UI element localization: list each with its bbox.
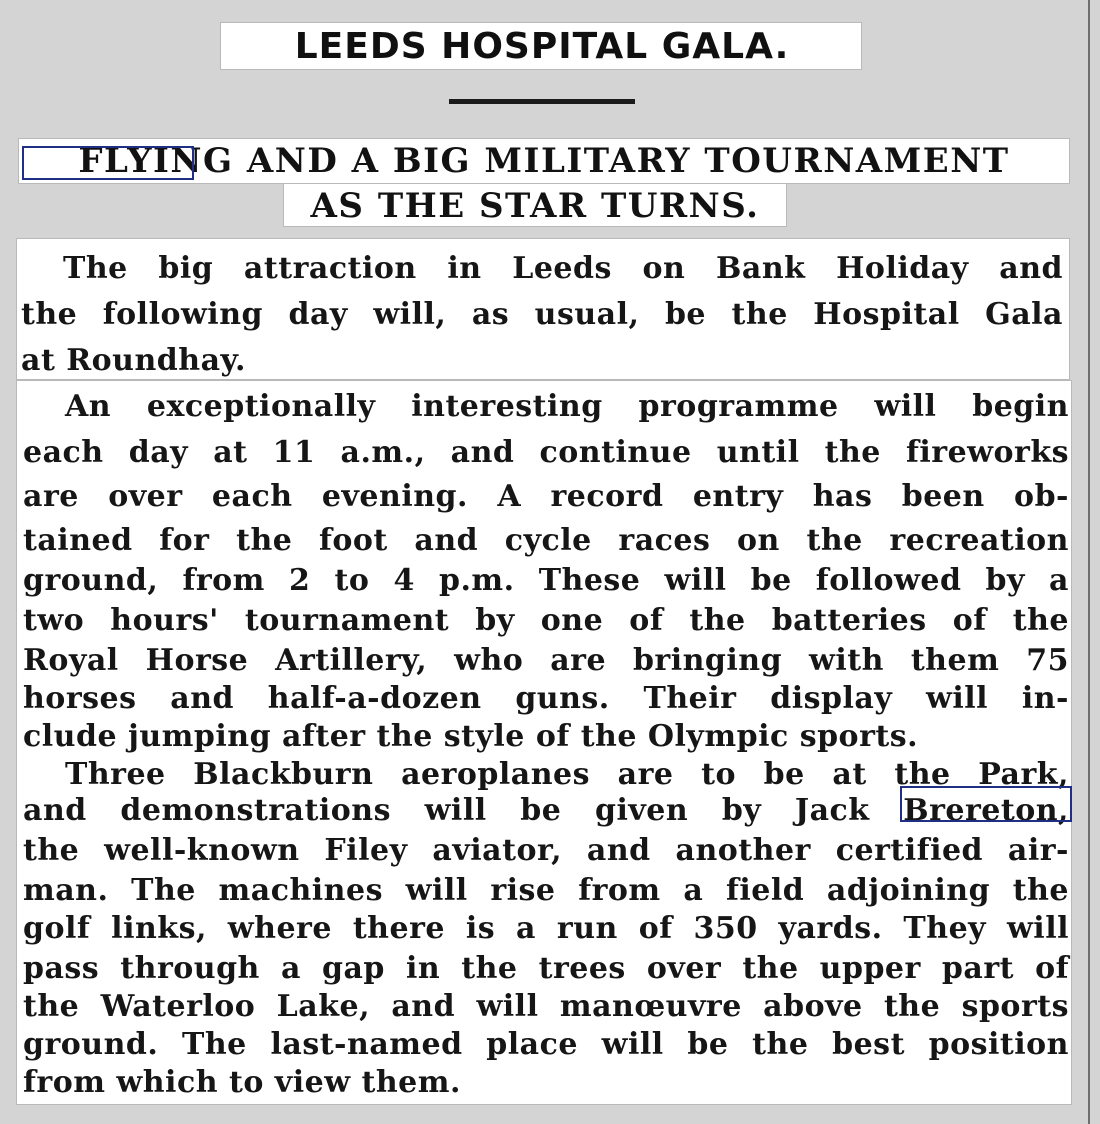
text-line: Royal Horse Artillery, who are bringing with them 75 xyxy=(23,643,1069,678)
headline: LEEDS HOSPITAL GALA. xyxy=(294,26,790,67)
text-line: An exceptionally interesting programme will begin xyxy=(65,389,1069,424)
text-line: and demonstrations will be given by Jack Brereton, xyxy=(23,793,1069,828)
subheadline-line-2: AS THE STAR TURNS. xyxy=(310,186,760,226)
text-line: pass through a gap in the trees over the upper part of xyxy=(23,951,1069,986)
text-line: horses and half-a-dozen guns. Their display will in- xyxy=(23,681,1069,716)
text-line: from which to view them. xyxy=(23,1065,461,1100)
headline-panel xyxy=(220,22,862,70)
text-line: at Roundhay. xyxy=(21,343,246,378)
text-line: golf links, where there is a run of 350 yards. They will xyxy=(23,911,1069,946)
text-line: Three Blackburn aeroplanes are to be at the Park, xyxy=(65,757,1069,792)
subheadline-panel-2 xyxy=(283,183,787,227)
paragraph-panel-1 xyxy=(16,238,1070,380)
text-line: two hours' tournament by one of the batteries of the xyxy=(23,603,1069,638)
text-line: ground, from 2 to 4 p.m. These will be followed by a xyxy=(23,563,1069,598)
text-line: clude jumping after the style of the Olympic sports. xyxy=(23,719,919,754)
search-highlight-flying xyxy=(22,146,194,180)
subheadline-line-1: FLYING AND A BIG MILITARY TOURNAMENT xyxy=(78,141,1010,181)
paragraph-panel-2 xyxy=(16,380,1072,1105)
text-line: man. The machines will rise from a field adjoining the xyxy=(23,873,1069,908)
text-line: are over each evening. A record entry has been ob- xyxy=(23,479,1069,514)
search-highlight-brereton xyxy=(900,786,1072,822)
headline-rule xyxy=(449,99,635,104)
text-line: each day at 11 a.m., and continue until the fireworks xyxy=(23,435,1069,470)
text-line: the following day will, as usual, be the Hospital Gala xyxy=(21,297,1063,332)
text-line: tained for the foot and cycle races on the recreation xyxy=(23,523,1069,558)
text-line: ground. The last-named place will be the best position xyxy=(23,1027,1069,1062)
text-line: The big attraction in Leeds on Bank Holiday and xyxy=(63,251,1063,286)
text-line: the Waterloo Lake, and will manœuvre above the sports xyxy=(23,989,1069,1024)
text-line: the well-known Filey aviator, and another certified air- xyxy=(23,833,1069,868)
column-divider xyxy=(1088,0,1090,1124)
